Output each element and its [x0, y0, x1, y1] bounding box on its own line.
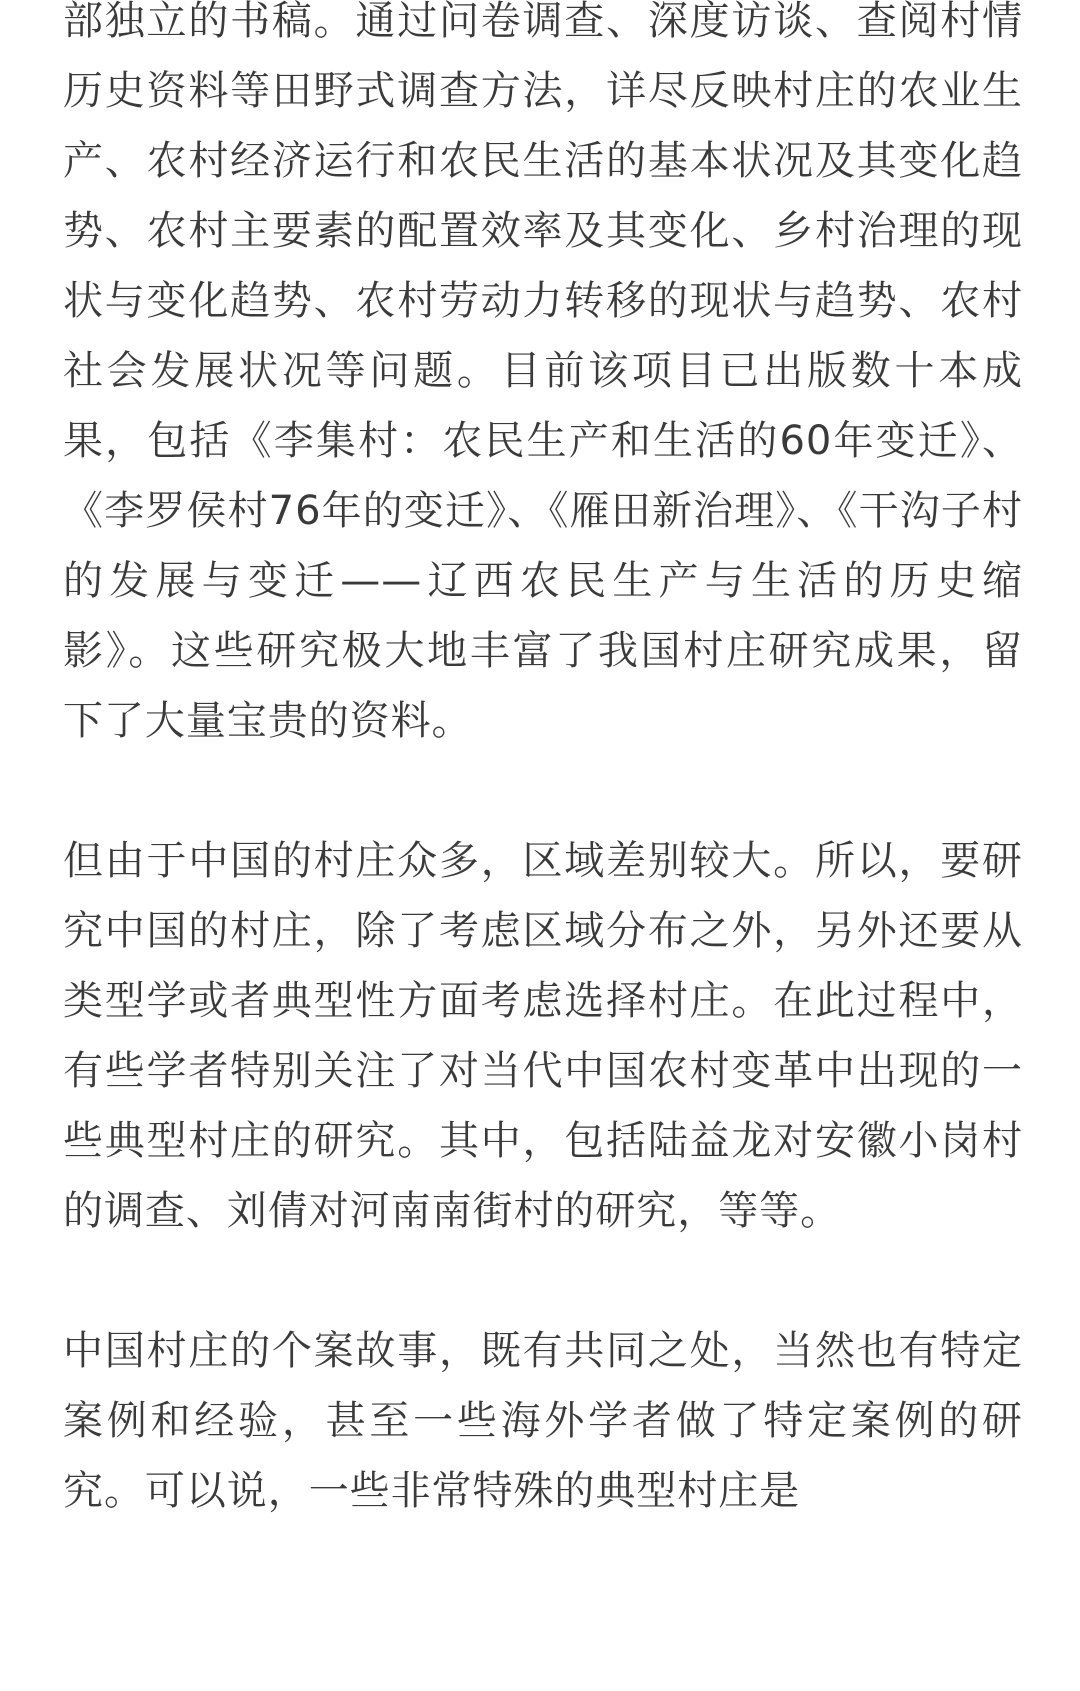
- article-paragraph-1: 部独立的书稿。通过问卷调查、深度访谈、查阅村情历史资料等田野式调查方法，详尽反映村庄的农业生产、农村经济运行和农民生活的基本状况及其变化趋势、农村主要素的配置效率及其变化、乡村治理的现状与变化趋势、农村劳动力转移的现状与趋势、农村社会发展状况等问题。目前该项目已出版数十本成果，包括《李集村：农民生产和生活的60年变迁》、《李罗侯村76年的变迁》、《雁田新治理》、《干沟子村的发展与变迁——辽西农民生产与生活的历史缩影》。这些研究极大地丰富了我国村庄研究成果，留下了大量宝贵的资料。: [63, 0, 1023, 744]
- article-paragraph-2: 但由于中国的村庄众多，区域差别较大。所以，要研究中国的村庄，除了考虑区域分布之外，另外还要从类型学或者典型性方面考虑选择村庄。在此过程中，有些学者特别关注了对当代中国农村变革中出现的一些典型村庄的研究。其中，包括陆益龙对安徽小岗村的调查、刘倩对河南南街村的研究，等等。: [63, 838, 1023, 1234]
- article-paragraph-3: 中国村庄的个案故事，既有共同之处，当然也有特定案例和经验，甚至一些海外学者做了特定案例的研究。可以说，一些非常特殊的典型村庄是: [63, 1328, 1023, 1514]
- article-body: [63, 0, 1023, 1596]
